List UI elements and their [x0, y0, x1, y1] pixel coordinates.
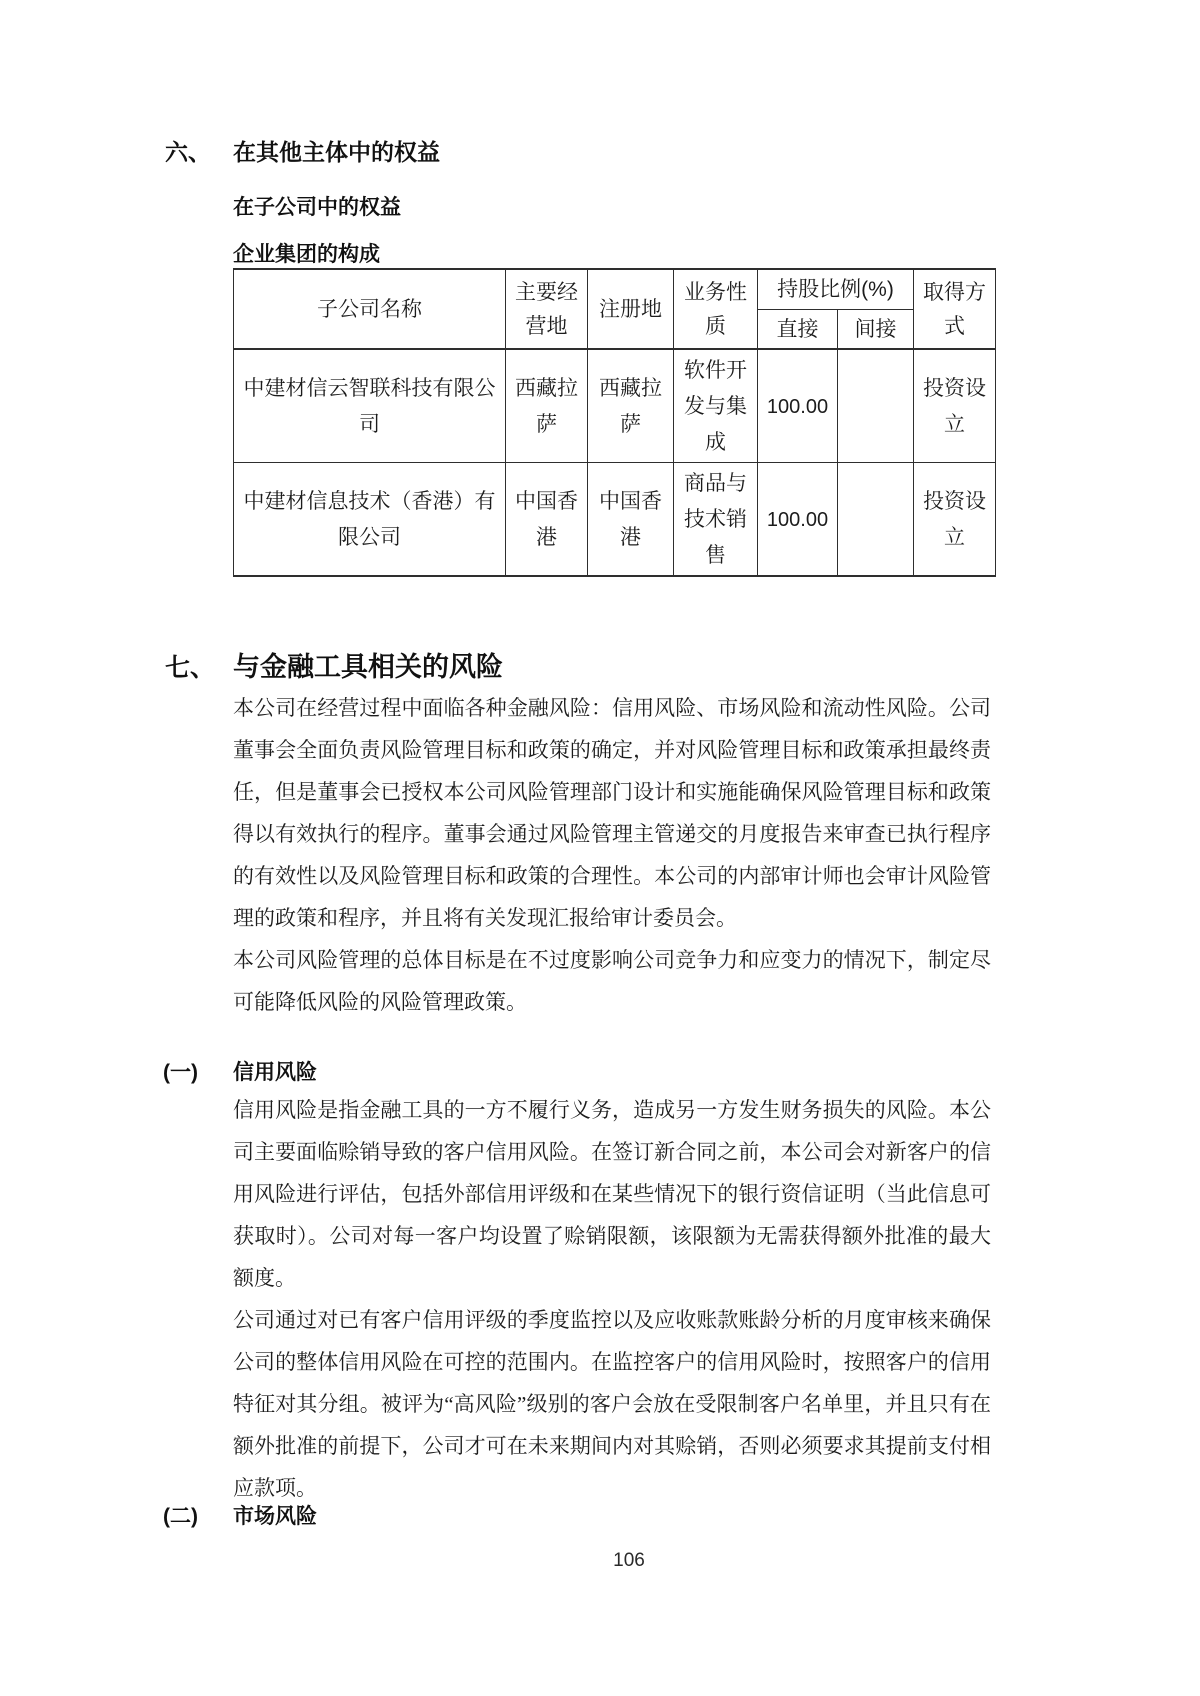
col-header-direct: 直接: [758, 310, 838, 350]
cell-business-nature: 软件开发与集成: [674, 349, 758, 463]
section7-paragraphs: [233, 687, 991, 1023]
cell-indirect-ratio: [838, 349, 914, 463]
cell-direct-ratio: 100.00: [758, 463, 838, 577]
market-risk-title: 市场风险: [233, 1505, 317, 1528]
cell-acquisition-method: 投资设立: [914, 349, 996, 463]
section6-subheading-subsidiaries: 在子公司中的权益: [233, 196, 401, 219]
cell-indirect-ratio: [838, 463, 914, 577]
cell-acquisition-method: 投资设立: [914, 463, 996, 577]
section6-subheading-group-composition: 企业集团的构成: [233, 243, 380, 266]
cell-subsidiary-name: 中建材信息技术（香港）有限公司: [234, 463, 506, 577]
col-header-shareholding-ratio: 持股比例(%): [758, 269, 914, 310]
page-number: 106: [613, 1550, 645, 1571]
credit-risk-number: (一): [163, 1061, 198, 1084]
section6-heading: [165, 134, 440, 167]
credit-risk-paragraphs: [233, 1089, 991, 1509]
col-header-acquisition-method: 取得方式: [914, 269, 996, 349]
col-header-main-business-place: 主要经营地: [506, 269, 588, 349]
cell-registration-place: 西藏拉萨: [588, 349, 674, 463]
section7-title: 与金融工具相关的风险: [233, 652, 503, 682]
cell-main-business-place: 西藏拉萨: [506, 349, 588, 463]
cell-business-nature: 商品与技术销售: [674, 463, 758, 577]
section6-number: 六、: [165, 139, 211, 165]
table-row: [234, 349, 996, 463]
subsidiaries-table: [233, 268, 996, 577]
risk-objective-paragraph: 本公司风险管理的总体目标是在不过度影响公司竞争力和应变力的情况下，制定尽可能降低风险的风险管理政策。: [233, 948, 991, 1014]
col-header-business-nature: 业务性质: [674, 269, 758, 349]
section7-heading: [165, 645, 503, 684]
credit-risk-title: 信用风险: [233, 1061, 317, 1084]
credit-risk-paragraph-2: 公司通过对已有客户信用评级的季度监控以及应收账款账龄分析的月度审核来确保公司的整体信用风险在可控的范围内。在监控客户的信用风险时，按照客户的信用特征对其分组。被评为“高风险”级别的客户会放在受限制客户名单里，并且只有在额外批准的前提下，公司才可在未来期间内对其赊销，否则必须要求其提前支付相应款项。: [233, 1308, 991, 1500]
cell-main-business-place: 中国香港: [506, 463, 588, 577]
risk-overview-paragraph: 本公司在经营过程中面临各种金融风险：信用风险、市场风险和流动性风险。公司董事会全面负责风险管理目标和政策的确定，并对风险管理目标和政策承担最终责任，但是董事会已授权本公司风险管理部门设计和实施能确保风险管理目标和政策得以有效执行的程序。董事会通过风险管理主管递交的月度报告来审查已执行程序的有效性以及风险管理目标和政策的合理性。本公司的内部审计师也会审计风险管理的政策和程序，并且将有关发现汇报给审计委员会。: [233, 696, 991, 930]
section7-number: 七、: [165, 654, 216, 682]
cell-subsidiary-name: 中建材信云智联科技有限公司: [234, 349, 506, 463]
cell-direct-ratio: 100.00: [758, 349, 838, 463]
section6-title: 在其他主体中的权益: [233, 139, 440, 165]
cell-registration-place: 中国香港: [588, 463, 674, 577]
market-risk-number: (二): [163, 1505, 198, 1528]
market-risk-heading: [163, 1500, 317, 1530]
credit-risk-heading: [163, 1056, 317, 1086]
col-header-indirect: 间接: [838, 310, 914, 350]
col-header-subsidiary-name: 子公司名称: [234, 269, 506, 349]
credit-risk-paragraph-1: 信用风险是指金融工具的一方不履行义务，造成另一方发生财务损失的风险。本公司主要面临赊销导致的客户信用风险。在签订新合同之前，本公司会对新客户的信用风险进行评估，包括外部信用评级和在某些情况下的银行资信证明（当此信息可获取时）。公司对每一客户均设置了赊销限额，该限额为无需获得额外批准的最大额度。: [233, 1098, 991, 1290]
table-row: [234, 463, 996, 577]
col-header-registration-place: 注册地: [588, 269, 674, 349]
